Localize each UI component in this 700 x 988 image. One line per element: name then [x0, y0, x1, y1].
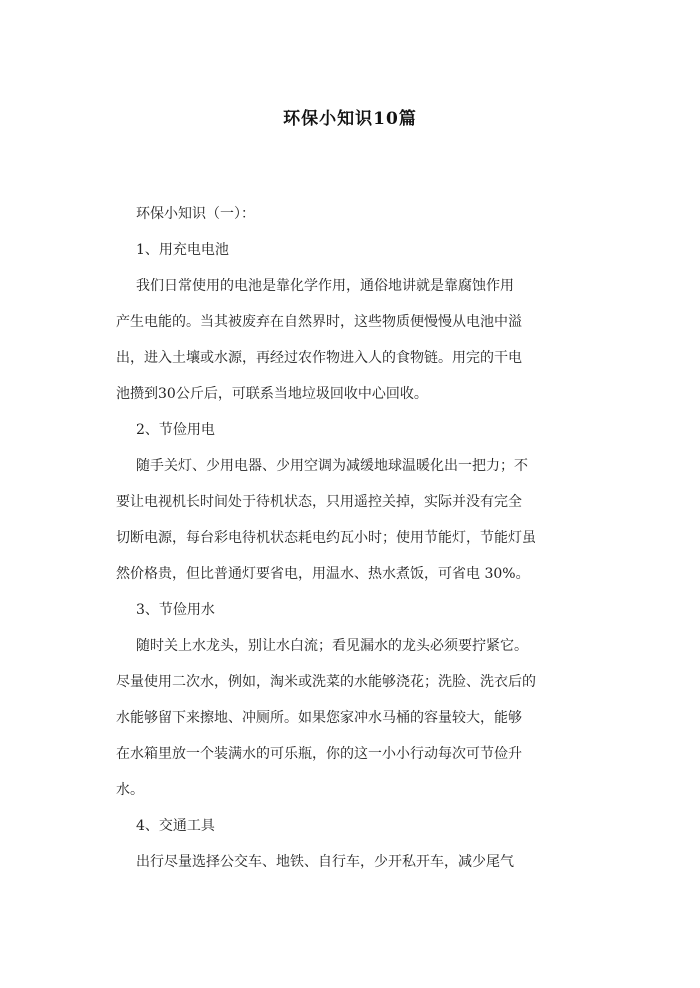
paragraph-line: 尽量使用二次水，例如，淘米或洗菜的水能够浇花；洗脸、洗衣后的	[116, 674, 536, 690]
paragraph-line: 然价格贵，但比普通灯要省电，用温水、热水煮饭，可省电 30%。	[116, 566, 530, 582]
paragraph-line: 随手关灯、少用电器、少用空调为减缓地球温暖化出一把力；不	[136, 458, 528, 474]
document-body	[116, 196, 606, 880]
paragraph-line: 要让电视机长时间处于待机状态，只用遥控关掉，实际并没有完全	[116, 494, 522, 510]
paragraph-line: 水。	[116, 782, 144, 798]
paragraph-line: 池攒到30公斤后，可联系当地垃圾回收中心回收。	[116, 386, 428, 402]
paragraph-line: 水能够留下来擦地、冲厕所。如果您家冲水马桶的容量较大，能够	[116, 710, 522, 726]
section-heading: 4、交通工具	[136, 818, 215, 834]
section-heading: 3、节俭用水	[136, 602, 215, 618]
paragraph-line: 随时关上水龙头，别让水白流；看见漏水的龙头必须要拧紧它。	[136, 638, 528, 654]
paragraph-line: 产生电能的。当其被废弃在自然界时，这些物质便慢慢从电池中溢	[116, 314, 522, 330]
intro-line: 环保小知识（一）：	[136, 206, 255, 222]
paragraph-line: 出，进入土壤或水源，再经过农作物进入人的食物链。用完的干电	[116, 350, 522, 366]
section-heading: 2、节俭用电	[136, 422, 215, 438]
paragraph-line: 在水箱里放一个装满水的可乐瓶，你的这一小小行动每次可节俭升	[116, 746, 522, 762]
paragraph-line: 切断电源，每台彩电待机状态耗电约瓦小时；使用节能灯，节能灯虽	[116, 530, 536, 546]
paragraph-line: 我们日常使用的电池是靠化学作用，通俗地讲就是靠腐蚀作用	[136, 278, 514, 294]
paragraph-line: 出行尽量选择公交车、地铁、自行车，少开私开车，减少尾气	[136, 854, 514, 870]
section-heading: 1、用充电电池	[136, 242, 229, 258]
document-title: 环保小知识10篇	[283, 109, 417, 129]
